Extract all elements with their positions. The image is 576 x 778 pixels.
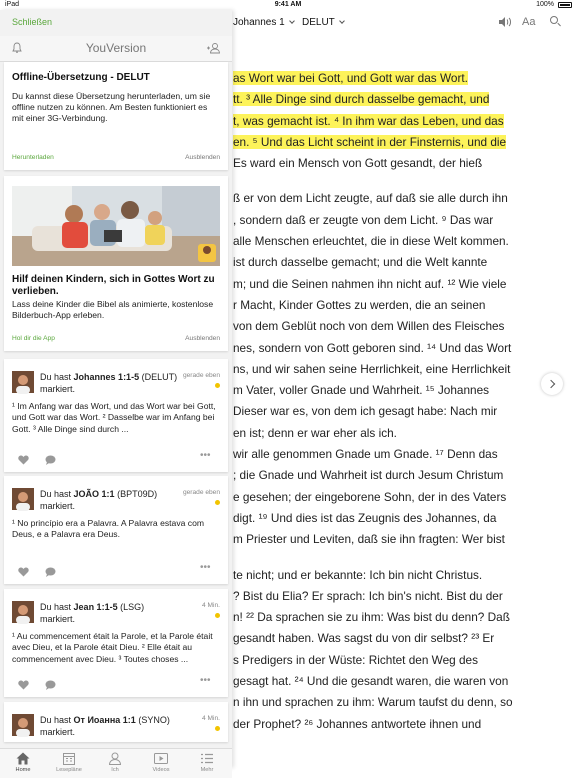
chevron-down-icon	[289, 18, 295, 24]
verse-text: ist durch dasselbe gemacht; und die Welt kannte	[233, 255, 488, 270]
verse-text: wir alle genommen Gnade um Gnade. ¹⁷ Denn das	[233, 447, 498, 462]
verse-reference[interactable]: JOÃO 1:1	[73, 489, 115, 499]
avatar[interactable]	[12, 714, 34, 736]
verse-text: n! ²² Da sprachen sie zu ihm: Was bist du denn? Daß	[233, 610, 510, 625]
sidebar-header	[0, 36, 232, 62]
more-options-icon[interactable]: •••	[200, 562, 211, 573]
avatar[interactable]	[12, 601, 34, 623]
verse-text: m; und die Seinen nahmen ihn nicht auf. ¹² Wie viele	[233, 276, 507, 291]
moment-verse-text: ¹ Im Anfang war das Wort, und das Wort war bei Gott, und Gott war das Wort. ² Dasselbe war im Anfang bei Gott. ³ Alle Dinge sind durch ...	[12, 401, 216, 434]
moment-actions	[12, 677, 220, 689]
verse-text: ß er von dem Licht zeugte, auf daß sie alle durch ihn	[233, 191, 508, 206]
moment-time: gerade eben	[182, 489, 220, 496]
verse-text: nes, sondern von Gott geboren sind. ¹⁴ Und das Wort	[233, 340, 512, 355]
verse-text: ns, und wir sahen seine Herrlichkeit, eine Herrlichkeit	[233, 361, 511, 376]
speaker-icon[interactable]	[498, 16, 512, 30]
get-app-button[interactable]: Hol dir die App	[12, 335, 55, 342]
moment-verse-text: ¹ No princípio era a Palavra. A Palavra estava com Deus, e a Palavra era Deus.	[12, 518, 205, 540]
status-bar	[0, 0, 576, 10]
next-chapter-button[interactable]	[541, 373, 563, 395]
more-options-icon[interactable]: •••	[200, 675, 211, 686]
verse-text: Dieser war es, von dem ich gesagt habe: Nach mir	[233, 404, 498, 419]
verse-text: alle Menschen erleuchtet, die in diese Welt kommen.	[233, 234, 509, 249]
highlighted-verse-text[interactable]: en. ⁵ Und das Licht scheint in der Finsternis, und die	[233, 134, 507, 149]
video-icon	[154, 752, 168, 765]
search-icon[interactable]	[550, 16, 562, 28]
verse-text: r Macht, Kinder Gottes zu werden, die an seinen	[233, 297, 486, 312]
moment-header: Du hast От Иоанна 1:1 (SYNO) markiert.	[40, 715, 170, 737]
verse-text: ; die Gnade und Wahrheit ist durch Jesum Christum	[233, 468, 504, 483]
calendar-icon	[62, 752, 76, 765]
verse-text: von dem Geblüt noch von dem Willen des Fleisches	[233, 319, 505, 334]
chevron-down-icon	[339, 18, 345, 24]
tab-label: Home	[15, 767, 31, 773]
verse-text: gesagt hat. ²⁴ Und die gesandt waren, die waren von	[233, 674, 509, 689]
card-title: Hilf deinen Kindern, sich in Gottes Wort zu verlieben.	[12, 274, 215, 297]
avatar[interactable]	[12, 371, 34, 393]
verse-text: te nicht; und er bekannte: Ich bin nicht Christus.	[233, 567, 483, 582]
heart-icon[interactable]	[18, 677, 29, 687]
book-chapter-selector[interactable]	[233, 17, 294, 28]
verse-text: Es ward ein Mensch von Gott gesandt, der hieß	[233, 156, 483, 171]
highlight-color-dot	[215, 500, 220, 505]
verse-text: m Vater, voller Gnade und Wahrheit. ¹⁵ Johannes	[233, 383, 490, 398]
bottom-tab-bar	[0, 748, 232, 778]
moment-verse-text: ¹ Au commencement était la Parole, et la Parole était avec Dieu, et la Parole était Dieu. ² Elle était au commencement avec Dieu. ³ Toutes choses ...	[12, 631, 213, 664]
heart-icon[interactable]	[18, 452, 29, 462]
moment-header: Du hast Johannes 1:1-5 (DELUT) markiert.	[40, 372, 178, 394]
tab-label: Ich	[111, 767, 119, 773]
more-options-icon[interactable]: •••	[200, 450, 211, 461]
highlighted-verse-text[interactable]: as Wort war bei Gott, und Gott war das Wort.	[233, 71, 468, 85]
verse-text: gesandt haben. Was sagst du von dir selbst? ²³ Er	[233, 631, 495, 646]
text-settings-button[interactable]: Aa	[522, 16, 536, 28]
highlighted-verse-text[interactable]: t, was gemacht ist. ⁴ In ihm war das Leben, und das	[233, 113, 504, 128]
tab-label: Lesepläne	[56, 767, 82, 773]
family-photo[interactable]	[12, 186, 220, 266]
tab-more[interactable]	[184, 752, 230, 773]
highlighted-verse-text[interactable]: tt. ³ Alle Dinge sind durch dasselbe gemacht, und	[233, 92, 490, 107]
friends-icon[interactable]	[206, 42, 222, 54]
highlight-moment[interactable]	[4, 589, 228, 697]
verse-text: m Priester und Leviten, daß sie ihn fragten: Wer bist	[233, 532, 505, 547]
moment-actions	[12, 452, 220, 464]
moment-header: Du hast Jean 1:1-5 (LSG) markiert.	[40, 602, 145, 624]
version-label: DELUT	[302, 17, 335, 28]
status-time: 9:41 AM	[274, 1, 302, 8]
verse-text: s Predigers in der Wüste: Richtet den Weg des	[233, 652, 479, 667]
card-footer	[12, 154, 220, 161]
verse-reference[interactable]: Jean 1:1-5	[73, 602, 118, 612]
moment-actions	[12, 564, 220, 576]
dismiss-button[interactable]: Ausblenden	[185, 335, 220, 342]
verse-text: ? Bist du Elia? Er sprach: Ich bin's nicht. Bist du der	[233, 588, 503, 603]
highlight-color-dot	[215, 383, 220, 388]
highlight-color-dot	[215, 613, 220, 618]
tab-home[interactable]	[0, 752, 46, 773]
battery-icon	[558, 2, 572, 8]
tab-me[interactable]	[92, 752, 138, 773]
highlight-moment[interactable]	[4, 702, 228, 742]
verse-text: en ist; denn er war eher als ich.	[233, 425, 397, 440]
version-selector[interactable]	[302, 17, 344, 28]
status-device: iPad	[5, 1, 20, 8]
verse-text: n ihn und sprachen zu ihm: Warum taufst du denn, so	[233, 695, 513, 710]
home-icon	[16, 752, 30, 765]
download-button[interactable]: Herunterladen	[12, 154, 54, 161]
verse-reference[interactable]: Johannes 1:1-5	[73, 372, 140, 382]
verse-reference[interactable]: От Иоанна 1:1	[73, 715, 136, 725]
kids-app-card	[4, 176, 228, 351]
tab-plans[interactable]	[46, 752, 92, 773]
verse-text: der Prophet? ²⁶ Johannes antwortete ihnen und	[233, 716, 482, 731]
close-button[interactable]: Schließen	[12, 17, 53, 27]
offline-translation-card	[4, 62, 228, 170]
comment-icon[interactable]	[45, 564, 56, 574]
tab-label: Videos	[152, 767, 170, 773]
sidebar-panel	[0, 10, 232, 773]
status-battery: 100%	[536, 1, 554, 8]
verse-text: e gesehen; der eingeborene Sohn, der in des Vaters	[233, 489, 507, 504]
moment-time: gerade eben	[182, 372, 220, 379]
verse-text: , sondern daß er zeugte von dem Licht. ⁹ Das war	[233, 212, 494, 227]
highlight-moment[interactable]	[4, 359, 228, 472]
comment-icon[interactable]	[45, 452, 56, 462]
card-text: Du kannst diese Übersetzung herunterladen, um sie offline nutzen zu können. Am Besten funktioniert es mit einer 3G-Verbindung.	[12, 91, 211, 123]
person-icon	[108, 752, 122, 765]
moment-time: 4 Min.	[202, 602, 220, 609]
card-text: Lass deine Kinder die Bibel als animierte, kostenlose Bilderbuch-App erleben.	[12, 299, 214, 320]
dismiss-button[interactable]: Ausblenden	[185, 154, 220, 161]
card-title: Offline-Übersetzung - DELUT	[12, 72, 150, 83]
verse-text: digt. ¹⁹ Und dies ist das Zeugnis des Johannes, da	[233, 510, 497, 525]
highlight-moment[interactable]	[4, 476, 228, 584]
card-footer	[12, 335, 220, 342]
heart-icon[interactable]	[18, 564, 29, 574]
youversion-logo: YouVersion	[85, 41, 147, 55]
tab-videos[interactable]	[138, 752, 184, 773]
comment-icon[interactable]	[45, 677, 56, 687]
tab-label: Mehr	[200, 767, 214, 773]
avatar[interactable]	[12, 488, 34, 510]
menu-icon	[200, 752, 214, 765]
highlight-color-dot	[215, 726, 220, 731]
moment-header: Du hast JOÃO 1:1 (BPT09D) markiert.	[40, 489, 158, 511]
book-chapter-label: Johannes 1	[233, 17, 285, 28]
moment-time: 4 Min.	[202, 715, 220, 722]
